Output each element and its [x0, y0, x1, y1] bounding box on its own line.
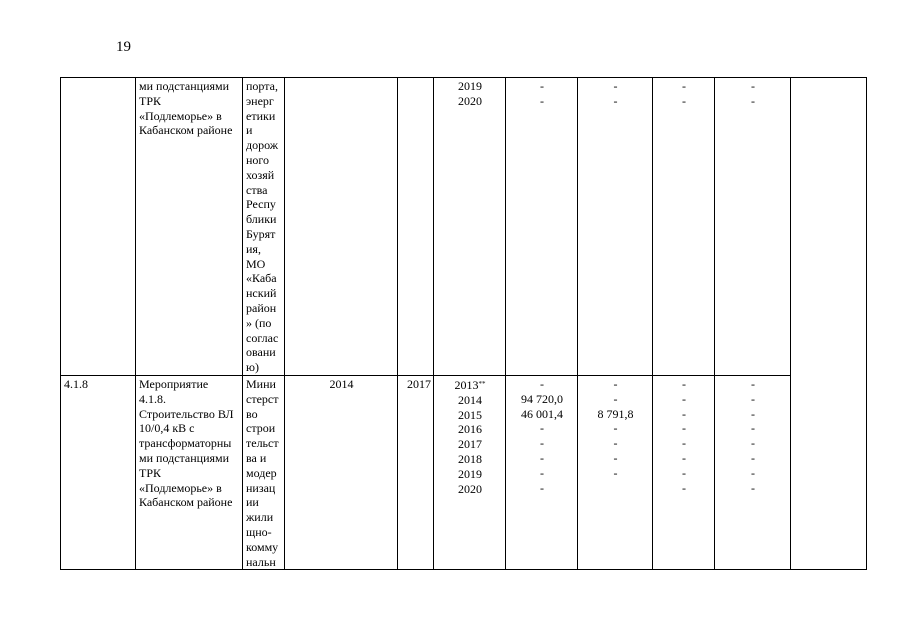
funding-value: -: [751, 391, 755, 406]
funding-col-c: [653, 78, 715, 376]
executor-line: хозяй: [246, 167, 275, 182]
executor-line: ного: [246, 152, 270, 167]
year-line: [437, 79, 503, 94]
funding-col-b: [578, 375, 653, 569]
year-line: [437, 467, 503, 482]
funding-col-d: [715, 78, 791, 376]
year-line: [437, 452, 503, 467]
notes-cell: [791, 78, 867, 570]
executor: [243, 375, 285, 569]
executor-line: район: [246, 300, 277, 315]
year-value: 2019: [458, 79, 482, 93]
funding-col-b: [578, 78, 653, 376]
funding-value: -: [751, 450, 755, 465]
executor-line: модер: [246, 465, 277, 480]
funding-value: -: [613, 465, 618, 480]
executor-line: дорож: [246, 138, 279, 153]
funding-value: -: [682, 480, 686, 495]
name-line: ми подстанциями: [139, 79, 230, 93]
program-table: [60, 77, 867, 570]
year-value: 2015: [458, 407, 482, 422]
year-value: 2020: [458, 93, 482, 108]
funding-value: -: [682, 450, 686, 465]
executor-line: етики: [246, 108, 276, 123]
funding-value: -: [540, 480, 544, 495]
funding-value: 8 791,8: [597, 406, 634, 421]
year-value: 2018: [458, 451, 482, 466]
executor-line: блики: [246, 212, 277, 227]
executor-line: строи: [246, 421, 276, 436]
funding-value: -: [751, 436, 755, 451]
end-year: 2017: [398, 375, 434, 569]
executor-line: МО: [246, 256, 266, 271]
executor-line: энерг: [246, 93, 274, 108]
executor-line: нский: [246, 286, 277, 301]
executor-line: Мини: [246, 376, 276, 391]
executor-line: ия,: [246, 241, 261, 256]
executor-line: «Каба: [246, 271, 277, 286]
funding-value: -: [613, 436, 618, 451]
funding-value: -: [613, 79, 618, 93]
funding-col-a: [506, 78, 578, 376]
funding-value: -: [682, 465, 686, 480]
name-line: ТРК: [139, 93, 162, 108]
funding-value: -: [540, 93, 544, 108]
executor-line: ю): [246, 360, 259, 375]
years: [434, 375, 506, 569]
year-value: 2016: [458, 422, 482, 437]
funding-value: -: [682, 79, 686, 93]
name-line: 10/0,4 кВ с: [139, 421, 195, 436]
name-line: Мероприятие: [139, 376, 209, 391]
year-value: 2017: [458, 437, 482, 452]
funding-value: -: [751, 406, 755, 421]
funding-value: [581, 481, 650, 496]
executor-line: овани: [246, 345, 276, 360]
year-value: 2013: [454, 377, 479, 392]
year-line: [437, 422, 503, 437]
executor-line: низац: [246, 480, 276, 495]
year-line: [437, 94, 503, 109]
funding-value: -: [682, 421, 686, 436]
funding-value: -: [540, 465, 544, 480]
executor-line: и: [246, 123, 253, 138]
funding-value: -: [751, 465, 755, 480]
executor-line: ва и: [246, 450, 267, 465]
funding-value: -: [540, 376, 544, 391]
funding-value: -: [682, 406, 686, 421]
executor-line: Бурят: [246, 226, 276, 241]
executor-line: во: [246, 406, 258, 421]
executor-line: тельст: [246, 436, 279, 451]
measure-name: [136, 375, 243, 569]
funding-value: -: [613, 376, 618, 391]
row-number: [61, 78, 136, 376]
funding-value: -: [751, 480, 755, 495]
executor-line: комму: [246, 539, 279, 554]
name-line: ми подстанциями: [139, 450, 230, 465]
year-line: [437, 393, 503, 408]
funding-value: -: [682, 391, 686, 406]
table-row: [61, 78, 867, 376]
funding-value: -: [613, 93, 618, 108]
year-line: [437, 408, 503, 423]
name-line: «Подлеморье» в: [139, 108, 222, 123]
name-line: 4.1.8.: [139, 391, 166, 406]
funding-value: -: [682, 376, 686, 391]
executor-line: Респу: [246, 197, 276, 212]
year-line: [437, 377, 503, 393]
funding-value: 46 001,4: [521, 406, 563, 421]
funding-col-c: [653, 375, 715, 569]
funding-value: -: [613, 421, 618, 436]
start-year: 2014: [285, 375, 398, 569]
year-line: [437, 482, 503, 497]
table-row: [61, 375, 867, 569]
executor-line: соглас: [246, 330, 279, 345]
funding-value: -: [751, 79, 755, 93]
row-number: 4.1.8: [61, 375, 136, 569]
funding-value: 94 720,0: [521, 391, 563, 406]
funding-value: -: [682, 93, 686, 108]
executor-line: ии: [246, 495, 259, 510]
executor-line: нальн: [246, 554, 276, 569]
footnote-mark: **: [478, 379, 486, 388]
funding-value: -: [682, 436, 686, 451]
funding-col-a: [506, 375, 578, 569]
name-line: трансформаторны: [139, 436, 232, 451]
name-line: Кабанском районе: [139, 123, 233, 138]
page-number: 19: [116, 39, 131, 55]
funding-value: -: [540, 436, 544, 451]
year-line: [437, 437, 503, 452]
funding-value: -: [540, 79, 544, 93]
funding-value: -: [613, 450, 618, 465]
executor-line: стерст: [246, 391, 279, 406]
name-line: Кабанском районе: [139, 495, 233, 510]
name-line: «Подлеморье» в: [139, 480, 222, 495]
end-year: [398, 78, 434, 376]
start-year: [285, 78, 398, 376]
funding-value: -: [540, 450, 544, 465]
funding-value: -: [540, 421, 544, 436]
executor-line: » (по: [246, 315, 272, 330]
year-value: 2014: [458, 392, 482, 407]
executor-line: порта,: [246, 79, 278, 93]
funding-value: -: [751, 376, 755, 391]
measure-name: [136, 78, 243, 376]
executor-line: ства: [246, 182, 268, 197]
year-value: 2019: [458, 466, 482, 481]
funding-value: -: [751, 93, 755, 108]
executor: [243, 78, 285, 376]
funding-col-d: [715, 375, 791, 569]
name-line: Строительство ВЛ: [139, 406, 234, 421]
years: [434, 78, 506, 376]
funding-value: -: [751, 421, 755, 436]
executor-line: щно-: [246, 524, 272, 539]
funding-value: -: [613, 391, 618, 406]
executor-line: жили: [246, 510, 274, 525]
name-line: ТРК: [139, 465, 162, 480]
year-value: 2020: [458, 481, 482, 496]
